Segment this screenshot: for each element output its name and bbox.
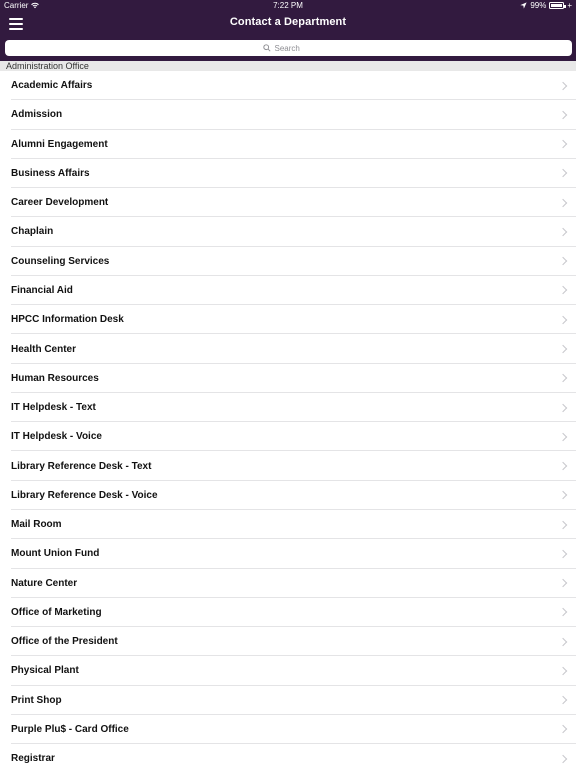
department-label: Office of the President bbox=[11, 636, 118, 648]
list-item[interactable] bbox=[0, 598, 576, 627]
battery-icon bbox=[549, 2, 564, 9]
charging-icon: + bbox=[567, 1, 572, 10]
chevron-right-icon bbox=[559, 111, 567, 119]
chevron-right-icon bbox=[559, 286, 567, 294]
chevron-right-icon bbox=[559, 462, 567, 470]
department-label: Admission bbox=[11, 109, 63, 121]
department-label: Print Shop bbox=[11, 694, 62, 706]
department-label: Library Reference Desk - Text bbox=[11, 460, 152, 472]
department-label: Counseling Services bbox=[11, 255, 110, 267]
chevron-right-icon bbox=[559, 140, 567, 148]
department-list bbox=[0, 71, 576, 768]
list-item[interactable] bbox=[0, 71, 576, 100]
search-icon bbox=[263, 44, 271, 52]
list-item[interactable] bbox=[0, 334, 576, 363]
list-item[interactable] bbox=[0, 686, 576, 715]
department-label: IT Helpdesk - Text bbox=[11, 402, 96, 414]
chevron-right-icon bbox=[559, 228, 567, 236]
chevron-right-icon bbox=[559, 403, 567, 411]
chevron-right-icon bbox=[559, 345, 567, 353]
status-time: 7:22 PM bbox=[273, 1, 303, 10]
chevron-right-icon bbox=[559, 754, 567, 762]
department-label: Office of Marketing bbox=[11, 606, 102, 618]
chevron-right-icon bbox=[559, 257, 567, 265]
list-item[interactable] bbox=[0, 627, 576, 656]
chevron-right-icon bbox=[559, 637, 567, 645]
list-item[interactable] bbox=[0, 393, 576, 422]
app-header bbox=[0, 0, 576, 63]
department-label: Physical Plant bbox=[11, 665, 79, 677]
department-label: Human Resources bbox=[11, 372, 99, 384]
list-item[interactable] bbox=[0, 100, 576, 129]
department-label: IT Helpdesk - Voice bbox=[11, 431, 102, 443]
chevron-right-icon bbox=[559, 374, 567, 382]
status-bar bbox=[0, 0, 576, 11]
chevron-right-icon bbox=[559, 608, 567, 616]
list-item[interactable] bbox=[0, 539, 576, 568]
location-arrow-icon bbox=[520, 2, 527, 9]
department-label: Financial Aid bbox=[11, 284, 73, 296]
list-item[interactable] bbox=[0, 510, 576, 539]
chevron-right-icon bbox=[559, 667, 567, 675]
department-label: Purple Plu$ - Card Office bbox=[11, 723, 129, 735]
list-item[interactable] bbox=[0, 247, 576, 276]
carrier-label: Carrier bbox=[4, 1, 29, 10]
chevron-right-icon bbox=[559, 696, 567, 704]
list-item[interactable] bbox=[0, 188, 576, 217]
chevron-right-icon bbox=[559, 520, 567, 528]
list-item[interactable] bbox=[0, 569, 576, 598]
department-label: Mail Room bbox=[11, 519, 62, 531]
department-label: Chaplain bbox=[11, 226, 54, 238]
list-item[interactable] bbox=[0, 130, 576, 159]
list-item[interactable] bbox=[0, 217, 576, 246]
list-item[interactable] bbox=[0, 656, 576, 685]
department-label: Career Development bbox=[11, 197, 109, 209]
list-item[interactable] bbox=[0, 744, 576, 768]
battery-percent: 99% bbox=[530, 1, 547, 10]
department-label: Library Reference Desk - Voice bbox=[11, 489, 158, 501]
department-label: Alumni Engagement bbox=[11, 138, 108, 150]
chevron-right-icon bbox=[559, 491, 567, 499]
department-label: Nature Center bbox=[11, 577, 78, 589]
section-header: Administration Office bbox=[0, 61, 576, 71]
chevron-right-icon bbox=[559, 725, 567, 733]
list-item[interactable] bbox=[0, 364, 576, 393]
list-item[interactable] bbox=[0, 276, 576, 305]
list-item[interactable] bbox=[0, 715, 576, 744]
department-label: Registrar bbox=[11, 753, 55, 765]
department-label: Academic Affairs bbox=[11, 80, 93, 92]
chevron-right-icon bbox=[559, 81, 567, 89]
chevron-right-icon bbox=[559, 169, 567, 177]
chevron-right-icon bbox=[559, 579, 567, 587]
chevron-right-icon bbox=[559, 198, 567, 206]
list-item[interactable] bbox=[0, 422, 576, 451]
list-item[interactable] bbox=[0, 305, 576, 334]
status-right bbox=[520, 0, 572, 11]
list-item[interactable] bbox=[0, 451, 576, 480]
search-bar[interactable] bbox=[5, 40, 572, 56]
chevron-right-icon bbox=[559, 433, 567, 441]
list-item[interactable] bbox=[0, 159, 576, 188]
department-label: Health Center bbox=[11, 343, 77, 355]
navigation-bar bbox=[0, 11, 576, 37]
department-label: Mount Union Fund bbox=[11, 548, 100, 560]
chevron-right-icon bbox=[559, 316, 567, 324]
list-item[interactable] bbox=[0, 481, 576, 510]
page-title: Contact a Department bbox=[229, 16, 347, 28]
department-label: Business Affairs bbox=[11, 167, 90, 179]
department-label: HPCC Information Desk bbox=[11, 314, 124, 326]
chevron-right-icon bbox=[559, 550, 567, 558]
search-input[interactable] bbox=[275, 44, 315, 53]
